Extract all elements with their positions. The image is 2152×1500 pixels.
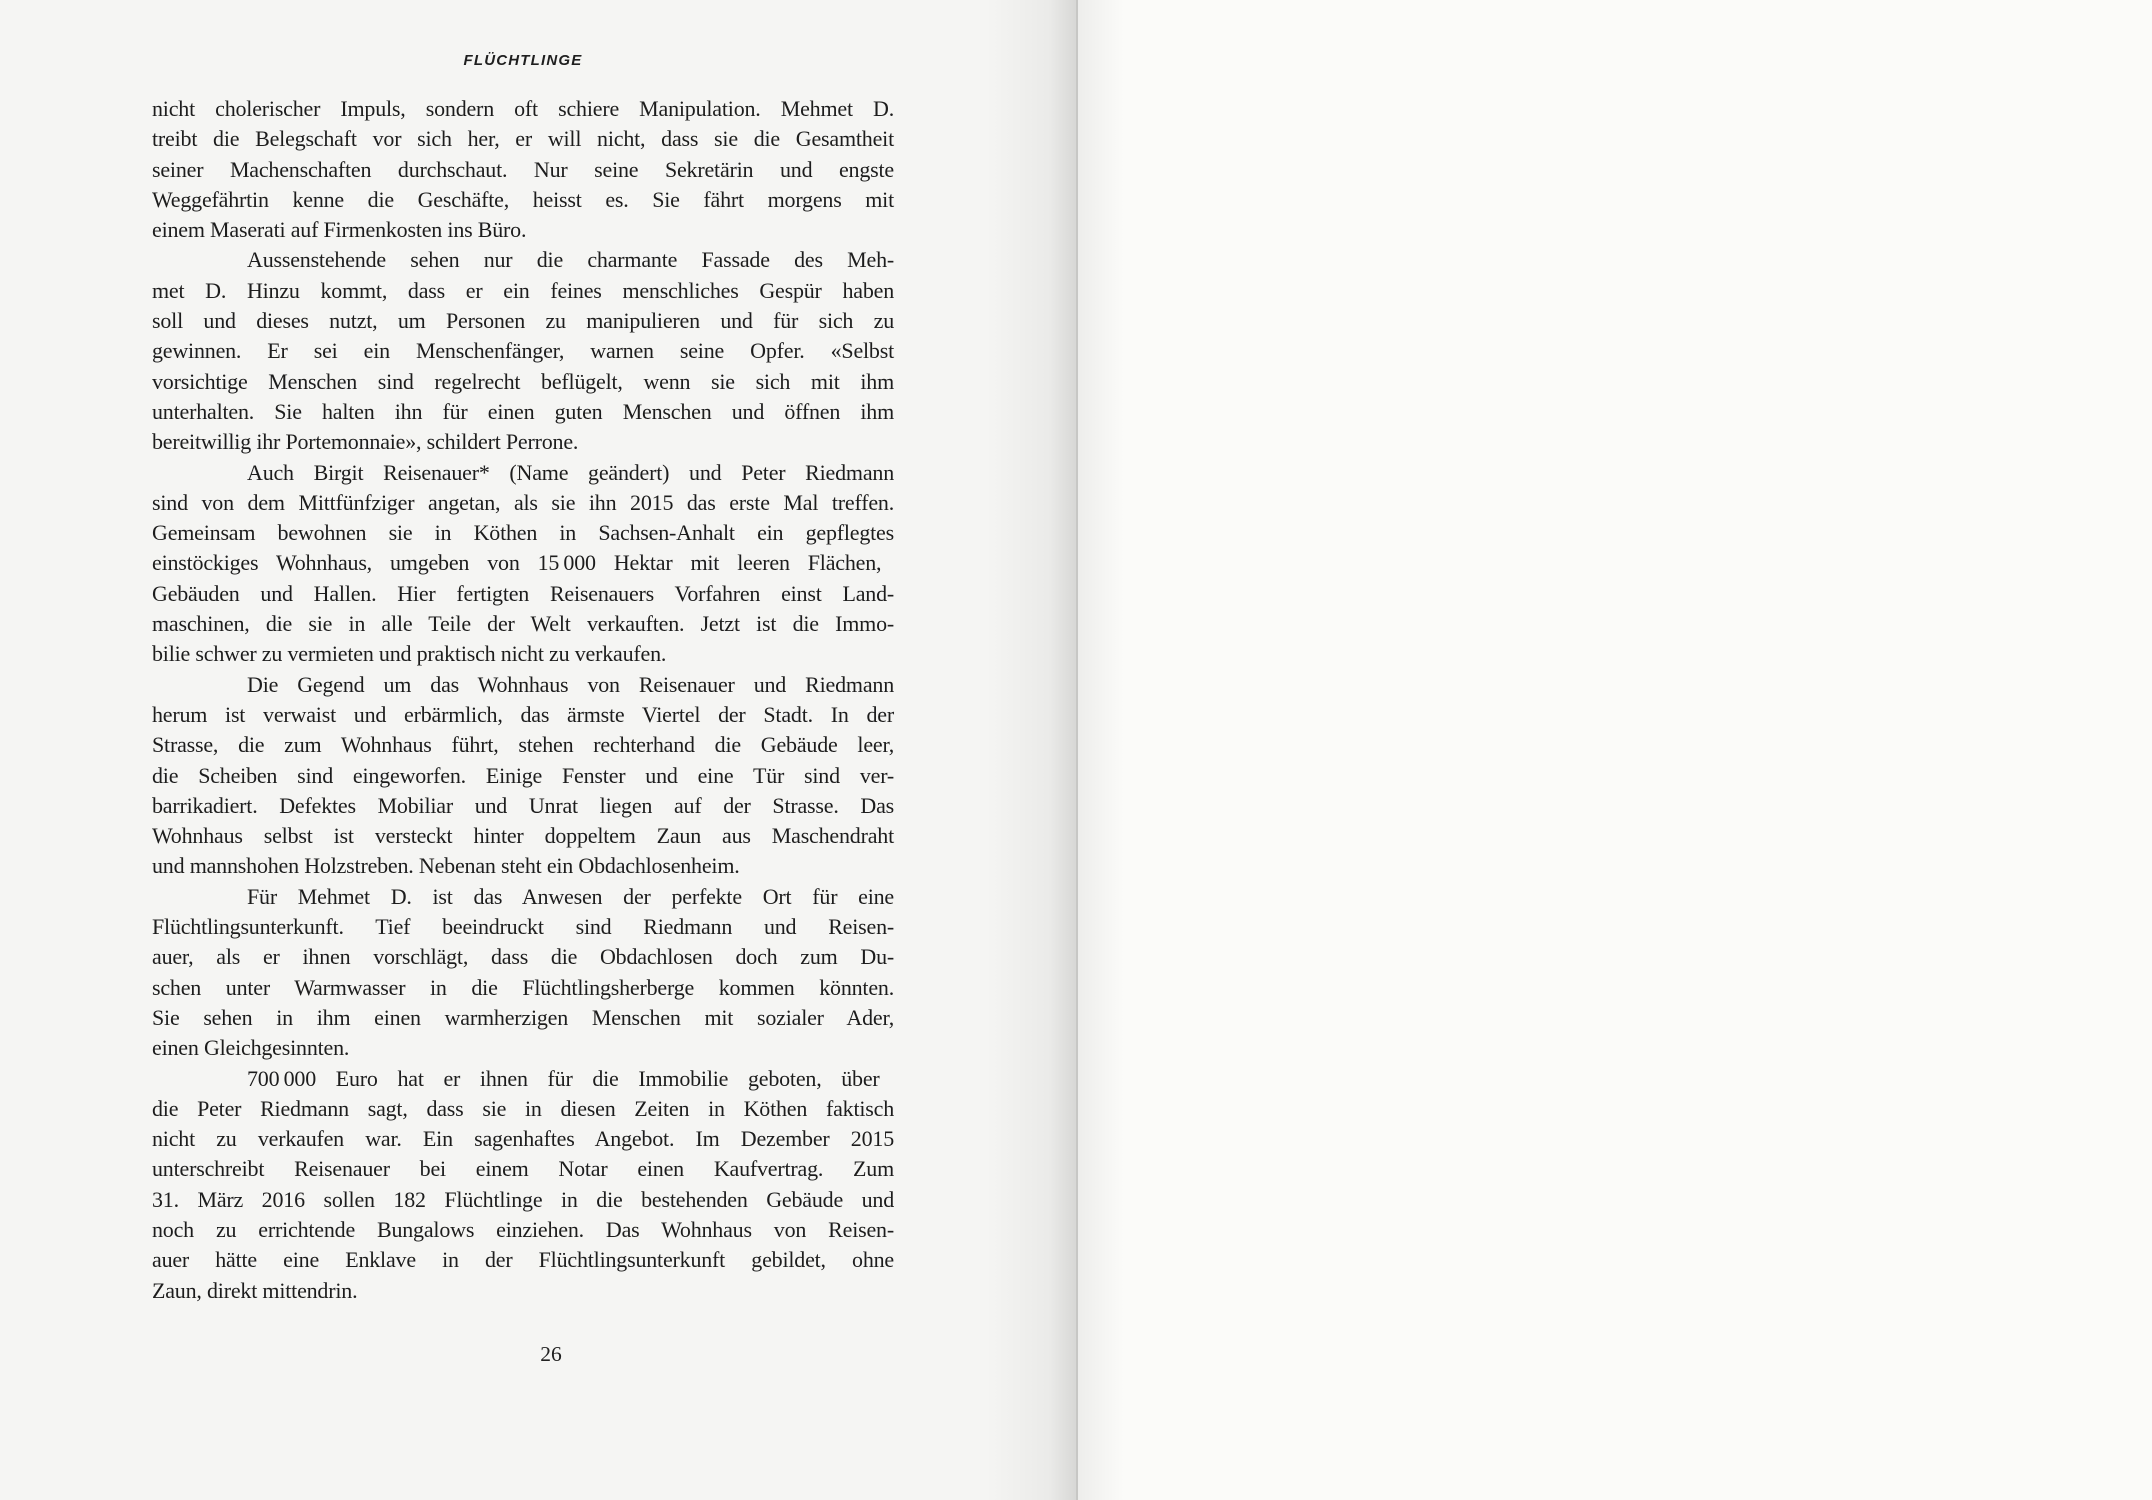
text-line: die Peter Riedmann sagt, dass sie in diesen Zeiten in Köthen faktisch <box>152 1095 894 1121</box>
text-line: bilie schwer zu vermieten und praktisch nicht zu verkaufen. <box>152 641 667 667</box>
text-line: auer hätte eine Enklave in der Flüchtlingsunterkunft gebildet, ohne <box>152 1247 894 1273</box>
text-line: Gebäuden und Hallen. Hier fertigten Reisenauers Vorfahren einst Land- <box>152 580 894 606</box>
text-line: nicht zu verkaufen war. Ein sagenhaftes Angebot. Im Dezember 2015 <box>152 1126 894 1152</box>
text-line: auer, als er ihnen vorschlägt, dass die Obdachlosen doch zum Du- <box>152 944 894 970</box>
text-line: maschinen, die sie in alle Teile der Welt verkauften. Jetzt ist die Immo- <box>152 611 894 637</box>
text-line: sind von dem Mittfünfziger angetan, als sie ihn 2015 das erste Mal treffen. <box>152 489 894 515</box>
text-line: einstöckiges Wohnhaus, umgeben von 15 000 Hektar mit leeren Flächen, <box>152 550 882 576</box>
text-line: noch zu errichtende Bungalows einziehen. Das Wohnhaus von Reisen- <box>152 1216 894 1242</box>
text-line: herum ist verwaist und erbärmlich, das ärmste Viertel der Stadt. In der <box>152 701 894 727</box>
text-line: schen unter Warmwasser in die Flüchtlingsherberge kommen könnten. <box>152 974 894 1000</box>
text-line: Flüchtlingsunterkunft. Tief beeindruckt sind Riedmann und Reisen- <box>152 914 894 940</box>
text-line: einem Maserati auf Firmenkosten ins Büro. <box>152 217 527 243</box>
text-line: nicht cholerischer Impuls, sondern oft schiere Manipulation. Mehmet D. <box>152 96 894 121</box>
text-line: treibt die Belegschaft vor sich her, er will nicht, dass sie die Gesamtheit <box>152 126 894 152</box>
text-line: Weggefährtin kenne die Geschäfte, heisst es. Sie fährt morgens mit <box>152 186 894 212</box>
text-line: Zaun, direkt mittendrin. <box>152 1277 358 1303</box>
text-line: Aussenstehende sehen nur die charmante Fassade des Meh- <box>247 247 894 273</box>
text-line: die Scheiben sind eingeworfen. Einige Fenster und eine Tür sind ver- <box>152 762 894 788</box>
text-line: Wohnhaus selbst ist versteckt hinter doppeltem Zaun aus Maschendraht <box>152 823 894 849</box>
running-head: FLÜCHTLINGE <box>463 52 583 69</box>
text-line: bereitwillig ihr Portemonnaie», schildert Perrone. <box>152 429 579 455</box>
text-line: 700 000 Euro hat er ihnen für die Immobilie geboten, über <box>247 1065 880 1091</box>
text-line: unterschreibt Reisenauer bei einem Notar einen Kaufvertrag. Zum <box>152 1156 894 1182</box>
text-line: 31. März 2016 sollen 182 Flüchtlinge in die bestehenden Gebäude und <box>152 1186 894 1212</box>
text-line: unterhalten. Sie halten ihn für einen guten Menschen und öffnen ihm <box>152 398 894 424</box>
right-page <box>1077 0 2152 1500</box>
text-line: Gemeinsam bewohnen sie in Köthen in Sachsen-Anhalt ein gepflegtes <box>152 520 894 546</box>
text-line: barrikadiert. Defektes Mobiliar und Unrat liegen auf der Strasse. Das <box>152 792 894 818</box>
text-line: und mannshohen Holzstreben. Nebenan steht ein Obdachlosenheim. <box>152 853 740 879</box>
text-line: met D. Hinzu kommt, dass er ein feines menschliches Gespür haben <box>152 277 894 303</box>
body-text <box>152 94 894 1306</box>
text-line: seiner Machenschaften durchschaut. Nur seine Sekretärin und engste <box>152 156 894 182</box>
text-line: Sie sehen in ihm einen warmherzigen Menschen mit sozialer Ader, <box>152 1004 894 1030</box>
page-number: 26 <box>540 1342 562 1366</box>
text-line: gewinnen. Er sei ein Menschenfänger, warnen seine Opfer. «Selbst <box>152 338 894 364</box>
text-line: Die Gegend um das Wohnhaus von Reisenauer und Riedmann <box>247 671 894 697</box>
text-line: Strasse, die zum Wohnhaus führt, stehen rechterhand die Gebäude leer, <box>152 732 894 758</box>
text-line: vorsichtige Menschen sind regelrecht beflügelt, wenn sie sich mit ihm <box>152 368 894 394</box>
text-line: einen Gleichgesinnten. <box>152 1035 350 1061</box>
text-line: Auch Birgit Reisenauer* (Name geändert) und Peter Riedmann <box>247 459 894 485</box>
text-line: soll und dieses nutzt, um Personen zu manipulieren und für sich zu <box>152 308 894 334</box>
text-line: Für Mehmet D. ist das Anwesen der perfekte Ort für eine <box>247 883 894 909</box>
